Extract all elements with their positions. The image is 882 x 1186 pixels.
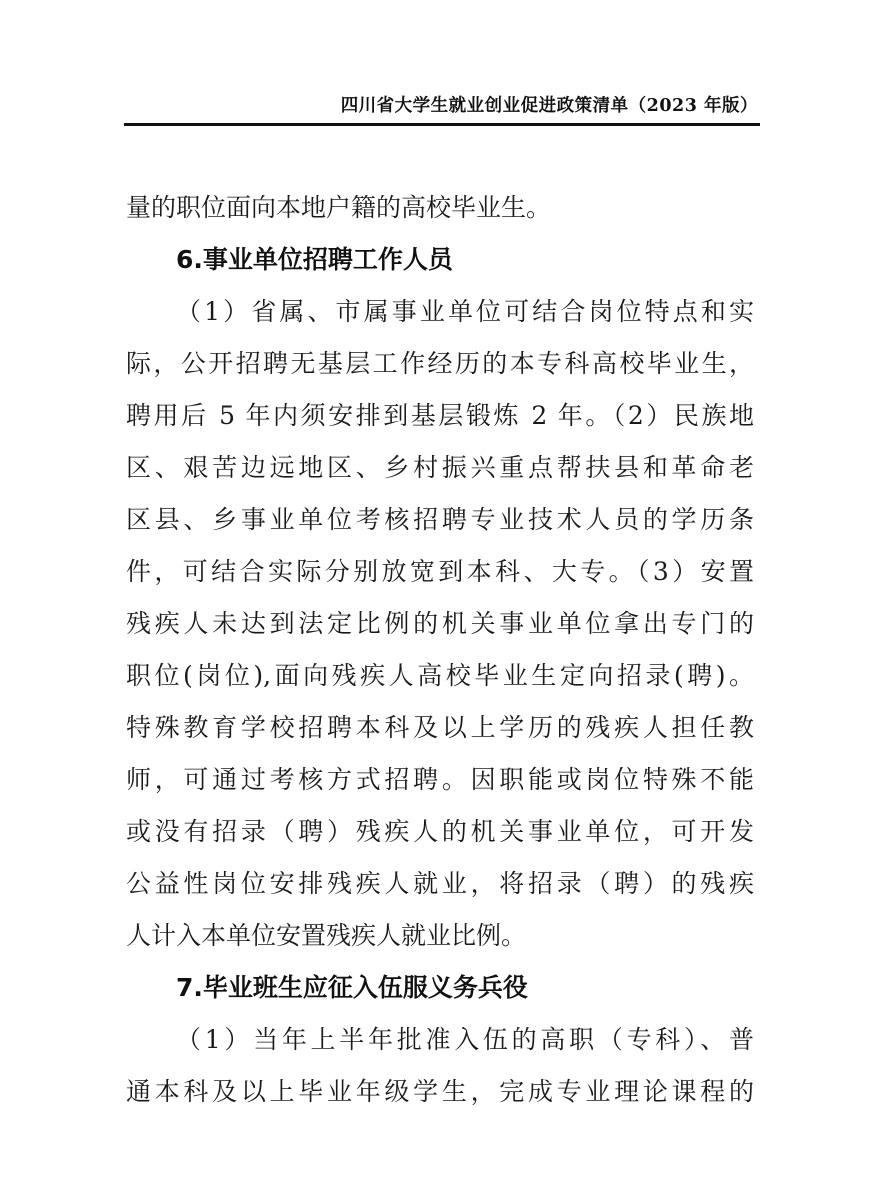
running-header: 四川省大学生就业创业促进政策清单（2023 年版）: [340, 96, 758, 116]
body-line: 聘用后 5 年内须安排到基层锻炼 2 年。（2）民族地: [126, 401, 754, 430]
body-line: 职位(岗位),面向残疾人高校毕业生定向招录(聘)。: [126, 661, 754, 690]
header-rule: [124, 123, 760, 126]
body-line: 或没有招录（聘）残疾人的机关事业单位，可开发: [126, 817, 754, 846]
body-line: 区县、乡事业单位考核招聘专业技术人员的学历条: [126, 505, 754, 534]
body-line: 人计入本单位安置残疾人就业比例。: [126, 921, 527, 950]
body-line: 公益性岗位安排残疾人就业，将招录（聘）的残疾: [126, 869, 754, 898]
body-line: 师，可通过考核方式招聘。因职能或岗位特殊不能: [126, 765, 754, 794]
body-line: 特殊教育学校招聘本科及以上学历的残疾人担任教: [126, 713, 754, 742]
body-line: 件，可结合实际分别放宽到本科、大专。（3）安置: [126, 557, 754, 586]
section-heading: 7.毕业班生应征入伍服义务兵役: [176, 973, 528, 1002]
body-line: 区、艰苦边远地区、乡村振兴重点帮扶县和革命老: [126, 453, 754, 482]
body-line: （1）省属、市属事业单位可结合岗位特点和实: [176, 297, 754, 326]
body-line: 际，公开招聘无基层工作经历的本专科高校毕业生，: [126, 349, 754, 378]
body-line: 量的职位面向本地户籍的高校毕业生。: [126, 193, 552, 222]
body-line: 残疾人未达到法定比例的机关事业单位拿出专门的: [126, 609, 754, 638]
body-line: 通本科及以上毕业年级学生，完成专业理论课程的: [126, 1077, 754, 1106]
body-line: （1）当年上半年批准入伍的高职（专科）、普: [176, 1025, 754, 1054]
section-heading: 6.事业单位招聘工作人员: [176, 245, 453, 274]
